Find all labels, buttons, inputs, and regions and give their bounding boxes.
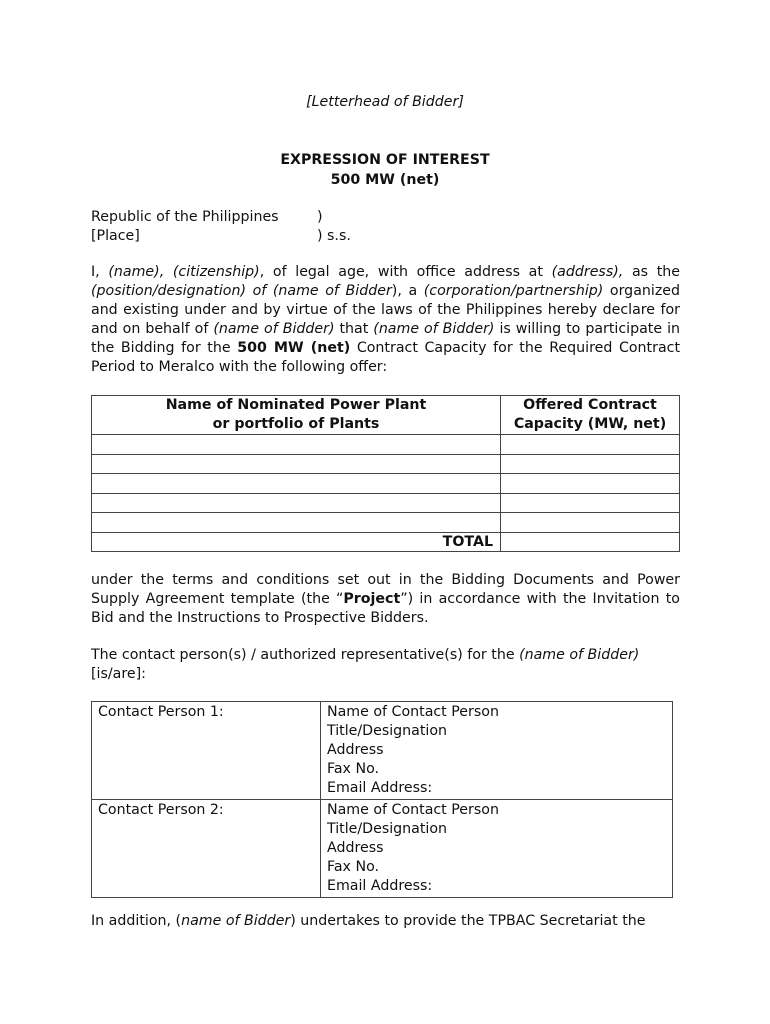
plant-name-cell[interactable] [92,474,501,494]
venue-ss: ) s.s. [317,228,351,244]
contact-1-label: Contact Person 1: [92,702,321,800]
title-line-1: EXPRESSION OF INTEREST [280,152,490,168]
contact-field: Email Address: [327,780,433,796]
contact-field: Address [327,742,384,758]
addition-paragraph: In addition, (name of Bidder) undertakes to provide the TPBAC Secretariat the [91,913,646,929]
title-line-2: 500 MW (net) [330,172,440,188]
offer-table [91,395,680,552]
header-offered-capacity: Offered Contract Capacity (MW, net) [501,396,680,435]
capacity-cell[interactable] [501,435,680,455]
declaration-paragraph: I, (name), (citizenship), of legal age, with office address at (address), as the (position/designation) of (name of Bidder), a (corporation/partnership) organized and existing under and by virtue of the laws of the Philippines hereby declare for and on behalf of (name of Bidder) that (name of Bidder) is willing to participate in the Bidding for the 500 MW (net) Contract Capacity for the Required Contract Period to Meralco with the following offer: [91,264,681,375]
table-row [92,474,680,494]
total-label: TOTAL [92,532,501,552]
offer-table-header [92,396,680,435]
total-capacity-cell[interactable] [501,532,680,552]
table-row [92,435,680,455]
contact-field: Fax No. [327,761,380,777]
plant-name-cell[interactable] [92,513,501,533]
total-row [92,532,680,552]
table-row [92,454,680,474]
contact-field: Name of Contact Person [327,802,499,818]
contact-intro-paragraph: The contact person(s) / authorized representative(s) for the (name of Bidder) [is/are]: [91,647,640,682]
contacts-table [91,701,673,898]
plant-name-cell[interactable] [92,493,501,513]
capacity-cell[interactable] [501,513,680,533]
venue-block [91,208,351,246]
contact-field: Fax No. [327,859,380,875]
venue-country: Republic of the Philippines [91,209,279,225]
table-row [92,493,680,513]
contact-field: Email Address: [327,878,433,894]
contact-field: Name of Contact Person [327,704,499,720]
contact-2-label: Contact Person 2: [92,800,321,898]
terms-paragraph: under the terms and conditions set out in the Bidding Documents and Power Supply Agreement template (the “Project”) in accordance with the Invitation to Bid and the Instructions to Prospective Bidders. [91,572,680,626]
letterhead-placeholder: [Letterhead of Bidder] [306,94,464,110]
contact-field: Title/Designation [327,723,448,739]
header-plant-name: Name of Nominated Power Plant or portfolio of Plants [92,396,501,435]
contact-row-2 [92,800,673,898]
capacity-cell[interactable] [501,454,680,474]
plant-name-cell[interactable] [92,454,501,474]
document-title [0,150,770,190]
contact-1-fields [321,702,673,800]
capacity-cell[interactable] [501,474,680,494]
contact-field: Title/Designation [327,821,448,837]
contact-row-1 [92,702,673,800]
capacity-cell[interactable] [501,493,680,513]
contact-2-fields [321,800,673,898]
plant-name-cell[interactable] [92,435,501,455]
venue-paren: ) [317,209,323,225]
table-row [92,513,680,533]
contact-field: Address [327,840,384,856]
venue-place: [Place] [91,228,140,244]
